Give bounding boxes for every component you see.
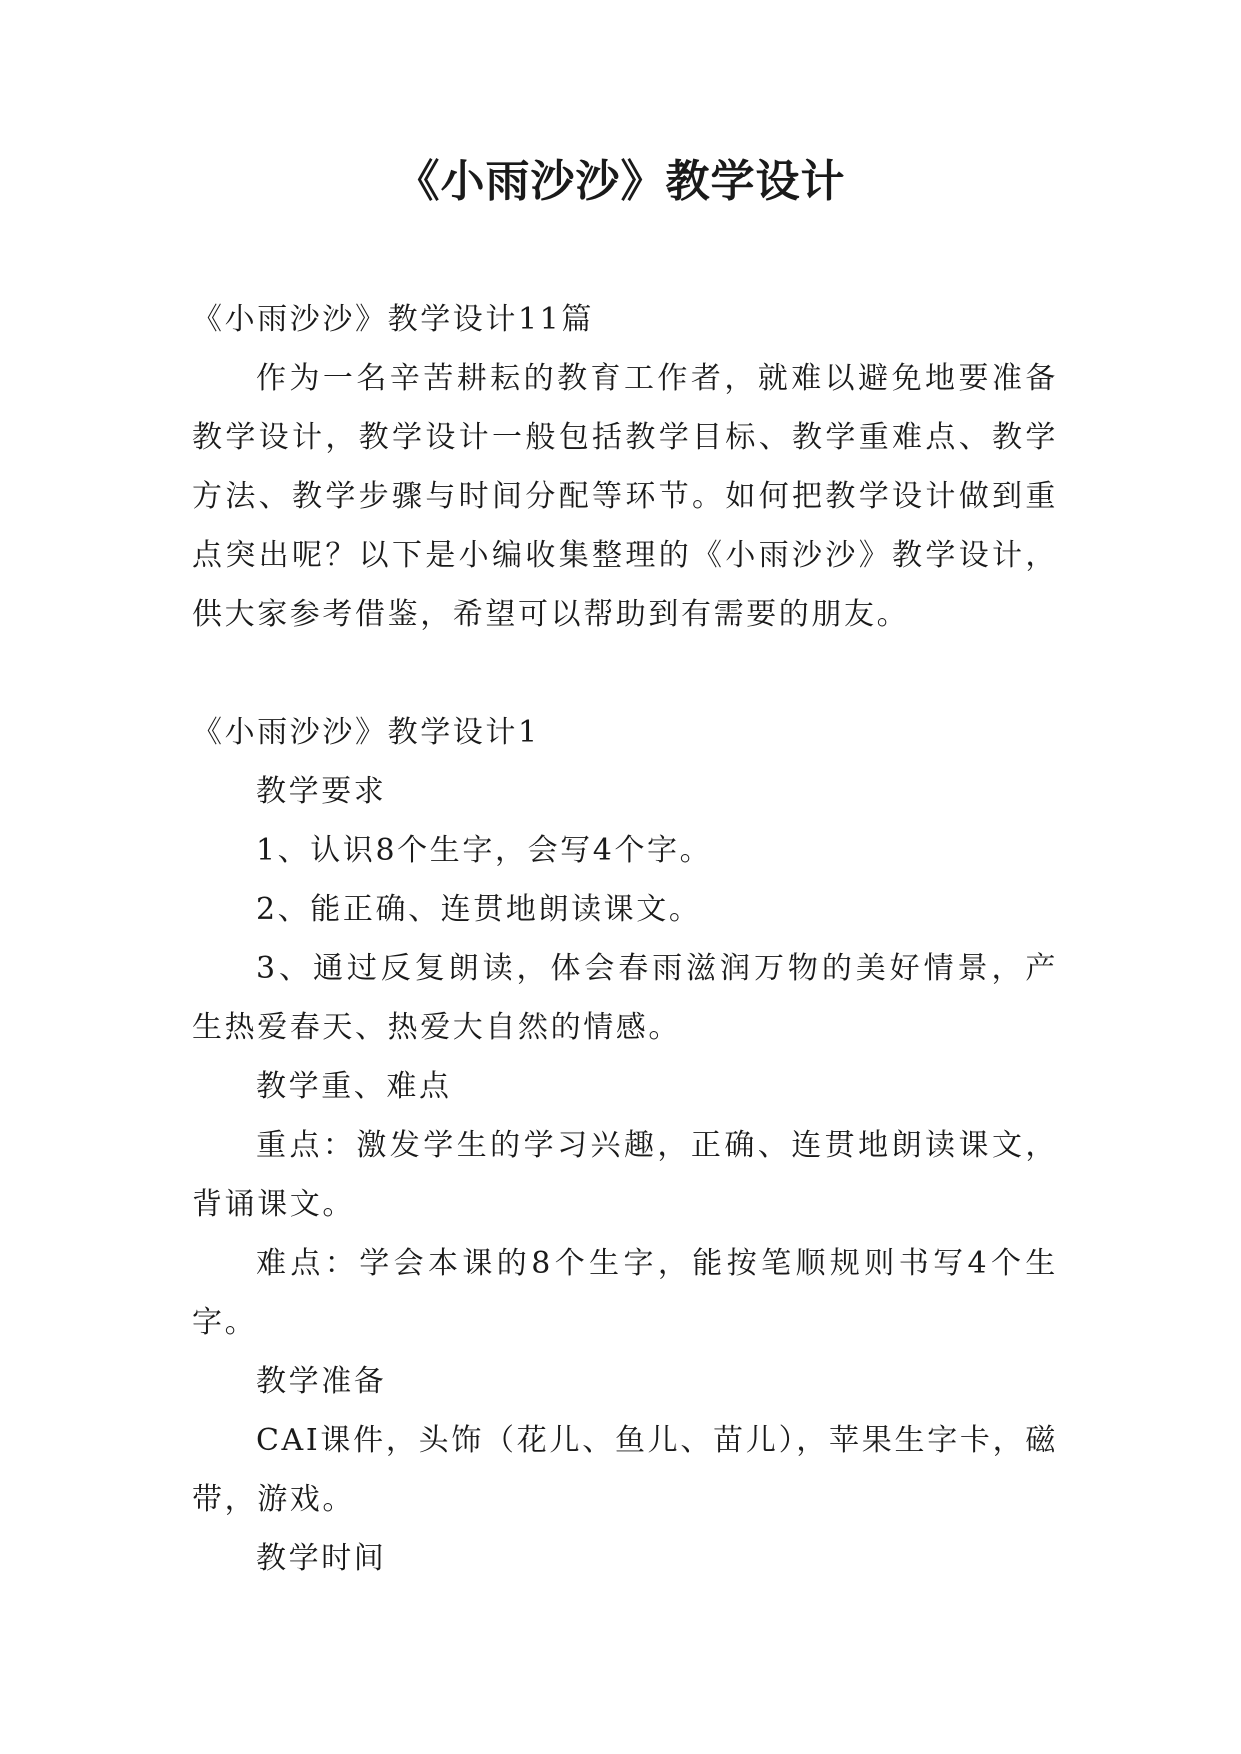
key-difficult-points-heading: 教学重、难点 bbox=[256, 1069, 452, 1104]
preparation-paragraph: CAI课件，头饰（花儿、鱼儿、苗儿），苹果生字卡，磁带，游戏。 bbox=[192, 1423, 1058, 1517]
teaching-requirements-heading: 教学要求 bbox=[256, 774, 387, 809]
teaching-time-heading: 教学时间 bbox=[256, 1541, 387, 1576]
subtitle-paragraph: 《小雨沙沙》教学设计11篇 bbox=[192, 302, 594, 337]
requirement-item-3: 3、通过反复朗读，体会春雨滋润万物的美好情景，产生热爱春天、热爱大自然的情感。 bbox=[192, 951, 1058, 1045]
requirement-item-1: 1、认识8个生字，会写4个字。 bbox=[256, 833, 713, 868]
section-heading: 《小雨沙沙》教学设计1 bbox=[192, 715, 540, 750]
document-body bbox=[192, 290, 1058, 1588]
teaching-preparation-heading: 教学准备 bbox=[256, 1364, 387, 1399]
intro-paragraph: 作为一名辛苦耕耘的教育工作者，就难以避免地要准备教学设计，教学设计一般包括教学目标、教学重难点、教学方法、教学步骤与时间分配等环节。如何把教学设计做到重点突出呢？以下是小编收集整理的《小雨沙沙》教学设计，供大家参考借鉴，希望可以帮助到有需要的朋友。 bbox=[192, 361, 1058, 632]
difficult-point-paragraph: 难点：学会本课的8个生字，能按笔顺规则书写4个生字。 bbox=[192, 1246, 1058, 1340]
document-title: 《小雨沙沙》教学设计 bbox=[395, 156, 846, 207]
key-point-paragraph: 重点：激发学生的学习兴趣，正确、连贯地朗读课文，背诵课文。 bbox=[192, 1128, 1058, 1222]
requirement-item-2: 2、能正确、连贯地朗读课文。 bbox=[256, 892, 702, 927]
